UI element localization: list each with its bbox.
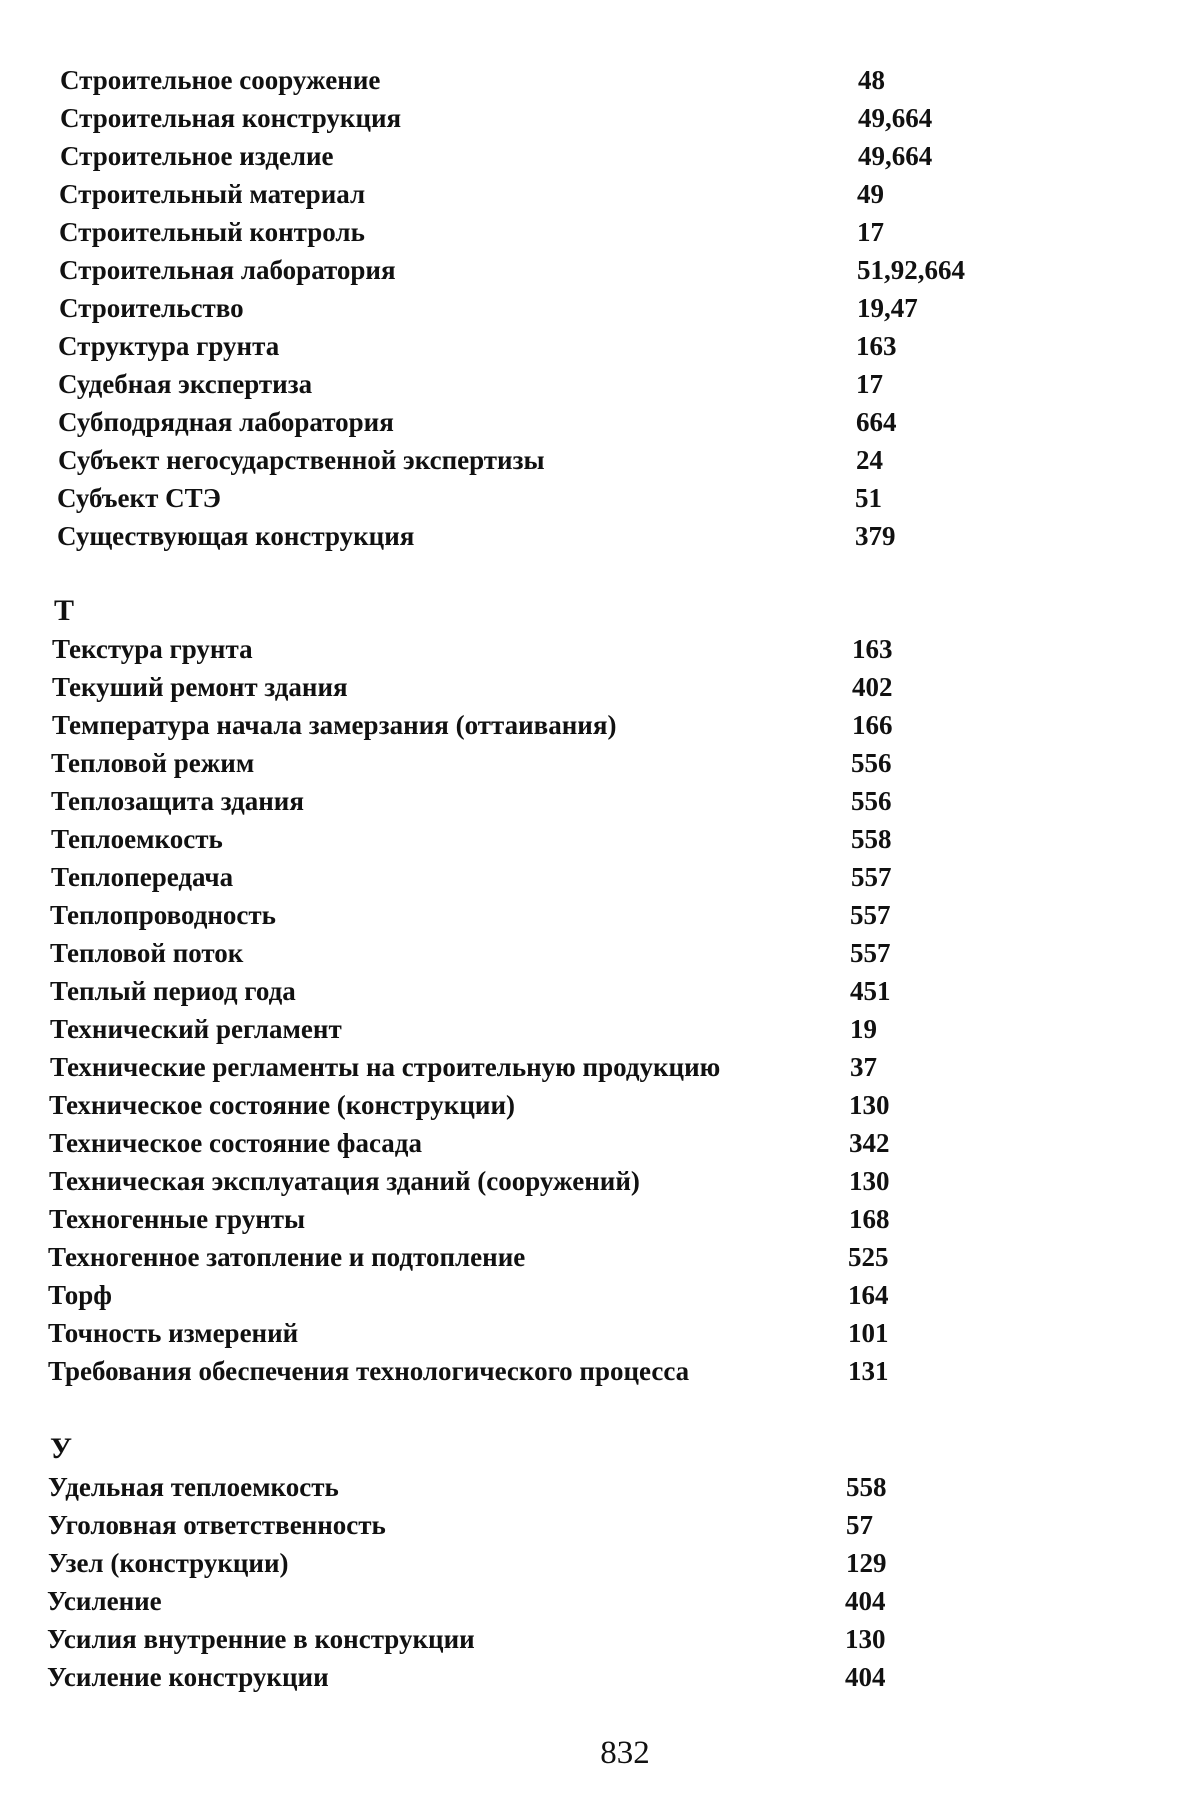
index-entry <box>0 403 1200 441</box>
index-page-refs: 48 <box>858 65 885 95</box>
index-term: Строительное изделие <box>60 141 334 171</box>
index-term: Усилия внутренние в конструкции <box>47 1624 475 1654</box>
index-page-refs: 131 <box>848 1356 889 1386</box>
index-entry <box>0 1620 1200 1658</box>
index-term: Тепловой поток <box>50 938 244 968</box>
index-page-refs: 664 <box>856 407 897 437</box>
index-term: Технические регламенты на строительную продукцию <box>50 1052 721 1082</box>
index-page-refs: 556 <box>851 786 892 816</box>
index-term: Техногенное затопление и подтопление <box>48 1242 526 1272</box>
index-term: Тепловой режим <box>51 748 255 778</box>
index-entry <box>0 441 1200 479</box>
index-entry <box>0 327 1200 365</box>
index-page-refs: 17 <box>856 369 883 399</box>
index-page-refs: 166 <box>852 710 893 740</box>
index-term: Строительство <box>59 293 244 323</box>
index-term: Теплоемкость <box>51 824 223 854</box>
index-term: Усиление конструкции <box>47 1662 329 1692</box>
index-term: Торф <box>48 1280 112 1310</box>
index-entry <box>0 1582 1200 1620</box>
index-entry <box>0 1544 1200 1582</box>
index-entry <box>0 858 1200 896</box>
index-page-refs: 402 <box>852 672 893 702</box>
index-term: Теплопередача <box>51 862 234 892</box>
index-page-refs: 24 <box>856 445 883 475</box>
index-page-refs: 557 <box>851 862 892 892</box>
index-entry <box>0 517 1200 555</box>
index-page-refs: 51 <box>855 483 882 513</box>
index-entry <box>0 1506 1200 1544</box>
index-term: Теплопроводность <box>50 900 276 930</box>
index-entry <box>0 972 1200 1010</box>
index-page-refs: 57 <box>846 1510 873 1540</box>
index-entry <box>0 213 1200 251</box>
index-term: Структура грунта <box>58 331 280 361</box>
index-page-refs: 129 <box>846 1548 887 1578</box>
index-entry <box>0 1658 1200 1696</box>
index-entry <box>0 706 1200 744</box>
index-entry <box>0 175 1200 213</box>
index-term: Технический регламент <box>50 1014 342 1044</box>
index-page-refs: 130 <box>849 1090 890 1120</box>
index-term: Уголовная ответственность <box>48 1510 386 1540</box>
index-section-u <box>0 1430 1200 1696</box>
index-term: Существующая конструкция <box>57 521 415 551</box>
index-entry <box>0 251 1200 289</box>
index-entry <box>0 630 1200 668</box>
index-page-refs: 49 <box>857 179 884 209</box>
index-term: Узел (конструкции) <box>48 1548 289 1578</box>
index-term: Судебная экспертиза <box>58 369 313 399</box>
index-term: Текуший ремонт здания <box>52 672 348 702</box>
index-entry <box>0 99 1200 137</box>
index-term: Теплозащита здания <box>51 786 304 816</box>
index-entry <box>0 1010 1200 1048</box>
index-page-refs: 451 <box>850 976 891 1006</box>
index-entry <box>0 289 1200 327</box>
index-entry <box>0 365 1200 403</box>
index-page-refs: 101 <box>848 1318 889 1348</box>
index-entry <box>0 668 1200 706</box>
index-term: Субподрядная лаборатория <box>58 407 394 437</box>
index-page-refs: 51,92,664 <box>857 255 965 285</box>
index-page-refs: 130 <box>849 1166 890 1196</box>
index-entry <box>0 137 1200 175</box>
index-term: Строительное сооружение <box>60 65 381 95</box>
index-term: Требования обеспечения технологического процесса <box>48 1356 690 1386</box>
index-page-refs: 342 <box>849 1128 890 1158</box>
index-term: Теплый период года <box>50 976 296 1006</box>
index-term: Субъект СТЭ <box>57 483 221 513</box>
index-entry <box>0 782 1200 820</box>
index-page-refs: 49,664 <box>858 103 933 133</box>
index-entry <box>0 1086 1200 1124</box>
index-entry <box>0 1048 1200 1086</box>
index-entry <box>0 1200 1200 1238</box>
index-term: Температура начала замерзания (оттаивания) <box>52 710 617 740</box>
index-page-refs: 404 <box>845 1662 886 1692</box>
index-page-refs: 163 <box>856 331 897 361</box>
index-page-refs: 49,664 <box>858 141 933 171</box>
index-page-refs: 557 <box>850 900 891 930</box>
index-term: Строительный материал <box>59 179 366 209</box>
index-term: Усиление <box>47 1586 162 1616</box>
index-entry <box>0 934 1200 972</box>
index-entry <box>0 1352 1200 1390</box>
index-entry <box>0 61 1200 99</box>
index-page-refs: 17 <box>857 217 884 247</box>
index-entry <box>0 1314 1200 1352</box>
index-page-refs: 163 <box>852 634 893 664</box>
index-term: Техногенные грунты <box>49 1204 306 1234</box>
index-term: Субъект негосударственной экспертизы <box>58 445 545 475</box>
index-page-refs: 556 <box>851 748 892 778</box>
index-term: Строительный контроль <box>59 217 365 247</box>
index-term: Техническая эксплуатация зданий (сооружений) <box>49 1166 640 1196</box>
index-entry <box>0 479 1200 517</box>
index-page-refs: 558 <box>846 1472 887 1502</box>
index-entry <box>0 1276 1200 1314</box>
index-page-refs: 164 <box>848 1280 889 1310</box>
index-entry <box>0 896 1200 934</box>
index-page-refs: 19,47 <box>857 293 918 323</box>
section-letter: Т <box>54 594 75 627</box>
index-page-refs: 19 <box>850 1014 877 1044</box>
index-entry <box>0 1162 1200 1200</box>
index-term: Строительная лаборатория <box>59 255 396 285</box>
index-section <box>0 61 1200 555</box>
index-page-refs: 557 <box>850 938 891 968</box>
index-entry <box>0 820 1200 858</box>
index-entry <box>0 1468 1200 1506</box>
index-page-refs: 37 <box>850 1052 877 1082</box>
page-number: 832 <box>600 1735 650 1771</box>
index-page-refs: 525 <box>848 1242 889 1272</box>
index-page-refs: 558 <box>851 824 892 854</box>
index-page-refs: 168 <box>849 1204 890 1234</box>
index-page-refs: 130 <box>845 1624 886 1654</box>
index-section-t <box>0 592 1200 1390</box>
index-term: Строительная конструкция <box>60 103 402 133</box>
index-term: Техническое состояние фасада <box>49 1128 422 1158</box>
index-term: Техническое состояние (конструкции) <box>49 1090 516 1120</box>
index-term: Точность измерений <box>48 1318 299 1348</box>
index-entry <box>0 744 1200 782</box>
index-entry <box>0 1238 1200 1276</box>
index-term: Удельная теплоемкость <box>48 1472 339 1502</box>
index-page-refs: 379 <box>855 521 896 551</box>
index-term: Текстура грунта <box>52 634 253 664</box>
index-page-refs: 404 <box>845 1586 886 1616</box>
section-letter: У <box>50 1432 73 1465</box>
index-entry <box>0 1124 1200 1162</box>
